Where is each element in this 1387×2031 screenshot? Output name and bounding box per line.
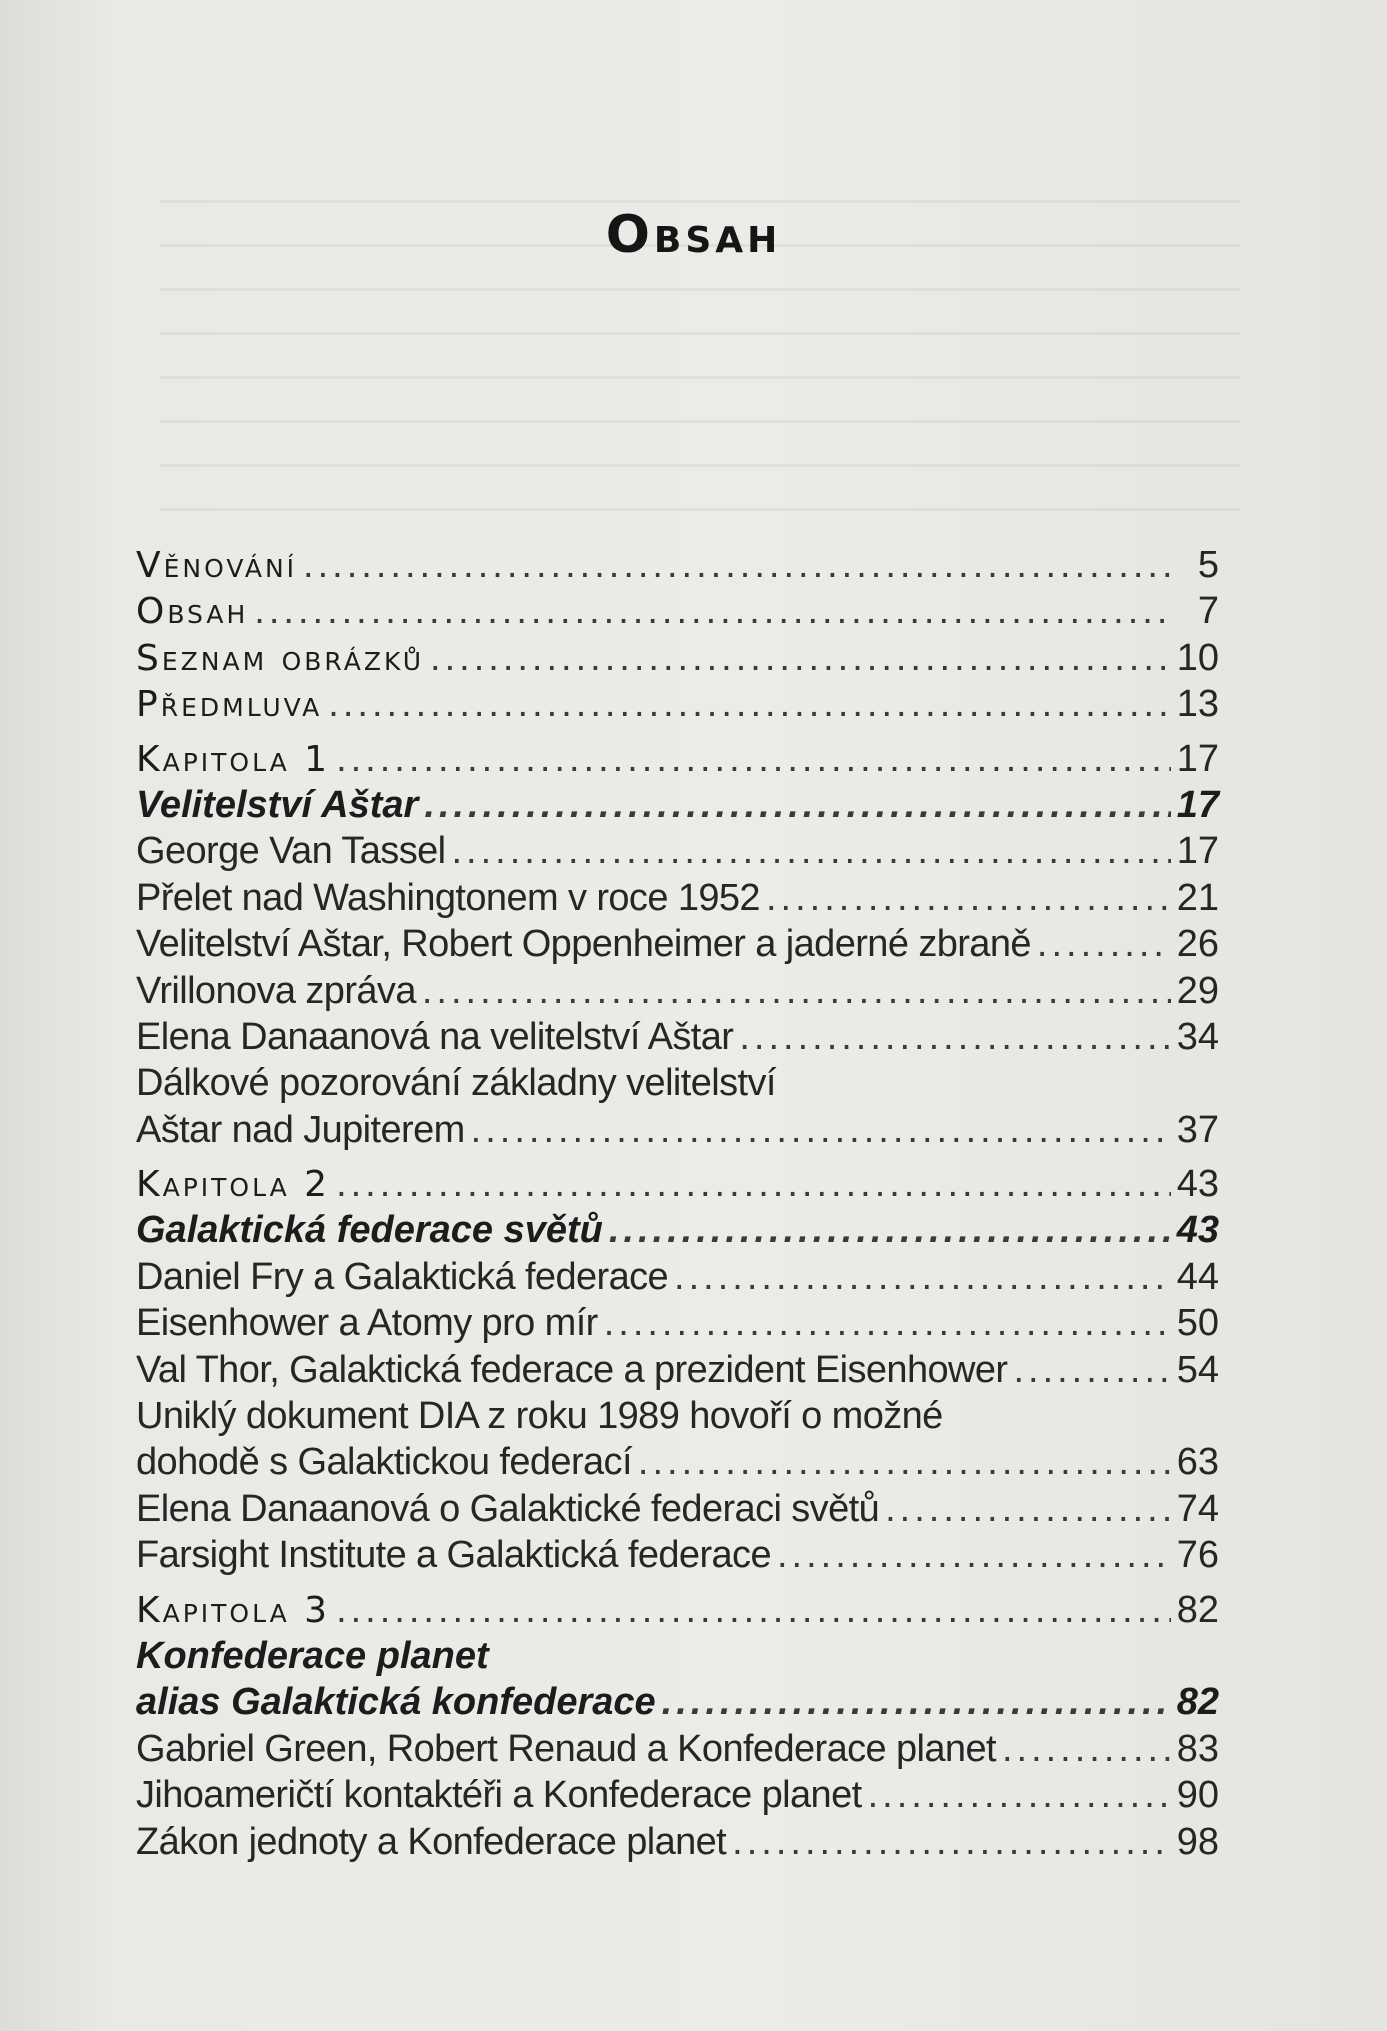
toc-entry-page-number: 13: [1176, 683, 1219, 726]
toc-entry-label: Přelet nad Washingtonem v roce 1952: [136, 876, 760, 919]
dot-leader: [638, 1439, 1171, 1485]
toc-entry-label: dohodě s Galaktickou federací: [136, 1441, 632, 1484]
toc-entry-page-number: 90: [1176, 1774, 1219, 1817]
toc-entry-page-number: 26: [1176, 923, 1219, 966]
toc-entry-page-number: 54: [1176, 1348, 1219, 1391]
toc-entry-page-number: 17: [1176, 737, 1219, 780]
toc-entry-label: alias Galaktická konfederace: [136, 1681, 656, 1724]
toc-entry-label: George Van Tassel: [136, 830, 446, 873]
dot-leader: [336, 1587, 1171, 1633]
toc-entry-section: [136, 588, 1219, 634]
toc-entry-item: [136, 1254, 1219, 1300]
toc-entry-section: [136, 681, 1219, 727]
toc-entry-page-number: 50: [1176, 1302, 1219, 1345]
toc-entry-label: Aštar nad Jupiterem: [136, 1108, 465, 1151]
toc-entry-label: Zákon jednoty a Konfederace planet: [136, 1820, 727, 1863]
dot-leader: [424, 782, 1170, 828]
dot-leader: [471, 1107, 1171, 1153]
toc-entry-item: [136, 1014, 1219, 1060]
dot-leader: [254, 588, 1173, 634]
toc-entry-chapter: [136, 1587, 1219, 1633]
toc-entry-subtitle: [136, 782, 1219, 828]
toc-entry-page-number: 43: [1176, 1209, 1219, 1252]
dot-leader: [868, 1772, 1171, 1818]
dot-leader: [777, 1532, 1171, 1578]
toc-entry-page-number: 43: [1176, 1163, 1219, 1206]
toc-entry-page-number: 10: [1176, 636, 1219, 679]
dot-leader: [303, 542, 1173, 588]
dot-leader: [1002, 1726, 1171, 1772]
dot-leader: [422, 968, 1171, 1014]
toc-entry-item: [136, 1300, 1219, 1346]
toc-entry-item: [136, 1532, 1219, 1578]
toc-entry-label: Farsight Institute a Galaktická federace: [136, 1534, 771, 1577]
toc-entry-item: [136, 828, 1219, 874]
dot-leader: [328, 681, 1170, 727]
toc-entry-subtitle: [136, 1207, 1219, 1253]
toc-entry-page-number: 83: [1176, 1727, 1219, 1770]
toc-entry-item: [136, 1486, 1219, 1532]
toc-entry-label: Věnování: [136, 545, 298, 586]
toc-entry-page-number: 17: [1176, 830, 1219, 873]
toc-entry-label: Galaktická federace světů: [136, 1209, 603, 1252]
toc-entry-label: Předmluva: [136, 684, 323, 726]
toc-entry-page-number: 82: [1176, 1588, 1219, 1631]
toc-entry-label: Velitelství Aštar, Robert Oppenheimer a jaderné zbraně: [136, 923, 1031, 966]
toc-entry-item: [136, 1107, 1219, 1153]
toc-entry-continuation: Dálkové pozorování základny velitelství: [136, 1062, 776, 1105]
toc-entry-label: Gabriel Green, Robert Renaud a Konfederace planet: [136, 1727, 996, 1770]
dot-leader: [674, 1254, 1171, 1300]
toc-entry-label: Eisenhower a Atomy pro mír: [136, 1302, 598, 1345]
toc-entry-page-number: 29: [1176, 969, 1219, 1012]
toc-entry-item: [136, 1726, 1219, 1772]
toc-entry-label: Daniel Fry a Galaktická federace: [136, 1255, 669, 1298]
toc-entry-page-number: 63: [1176, 1441, 1219, 1484]
toc-entry-continuation: Konfederace planet: [136, 1634, 489, 1677]
toc-entry-item: [136, 921, 1219, 967]
page-title: Obsah: [605, 205, 782, 265]
toc-entry-chapter: [136, 736, 1219, 782]
table-of-contents: [136, 542, 1219, 1865]
toc-entry-page-number: 21: [1176, 876, 1219, 919]
toc-entry-page-number: 37: [1176, 1108, 1219, 1151]
toc-entry-label: Obsah: [136, 591, 249, 633]
dot-leader: [609, 1207, 1171, 1253]
toc-entry-subtitle: [136, 1679, 1219, 1725]
dot-leader: [885, 1486, 1171, 1532]
toc-entry-item: [136, 1819, 1219, 1865]
toc-entry-item: [136, 1347, 1219, 1393]
toc-entry-page-number: 44: [1176, 1255, 1219, 1298]
dot-leader: [604, 1300, 1171, 1346]
dot-leader: [336, 1161, 1171, 1207]
dot-leader: [1037, 921, 1171, 967]
toc-entry-continuation: Uniklý dokument DIA z roku 1989 hovoří o možné: [136, 1395, 943, 1438]
toc-entry-page-number: 17: [1176, 783, 1219, 826]
dot-leader: [430, 635, 1171, 681]
toc-entry-chapter: [136, 1161, 1219, 1207]
toc-entry-page-number: 34: [1176, 1015, 1219, 1058]
toc-entry-item: [136, 968, 1219, 1014]
toc-entry-page-number: 5: [1197, 544, 1219, 586]
toc-entry-label: Seznam obrázků: [136, 637, 425, 679]
toc-entry-page-number: 7: [1197, 590, 1219, 633]
toc-entry-page-number: 82: [1176, 1681, 1219, 1724]
toc-entry-label: Elena Danaanová o Galaktické federaci světů: [136, 1487, 880, 1530]
dot-leader: [739, 1014, 1170, 1060]
toc-entry-label: Kapitola 2: [136, 1164, 331, 1206]
toc-entry-label: Velitelství Aštar: [136, 783, 419, 826]
toc-entry-page-number: 98: [1176, 1820, 1219, 1863]
dot-leader: [732, 1819, 1171, 1865]
toc-entry-label: Kapitola 3: [136, 1589, 331, 1631]
toc-entry-label: Val Thor, Galaktická federace a prezident Eisenhower: [136, 1348, 1008, 1391]
toc-entry-page-number: 76: [1176, 1534, 1219, 1577]
toc-entry-label: Kapitola 1: [136, 738, 331, 780]
toc-entry-section: [136, 542, 1219, 588]
dot-leader: [766, 875, 1171, 921]
toc-entry-label: Elena Danaanová na velitelství Aštar: [136, 1015, 734, 1058]
toc-entry-item: [136, 875, 1219, 921]
toc-entry-item: [136, 1772, 1219, 1818]
dot-leader: [1013, 1347, 1170, 1393]
toc-entry-page-number: 74: [1176, 1487, 1219, 1530]
dot-leader: [336, 736, 1171, 782]
toc-entry-section: [136, 635, 1219, 681]
toc-entry-label: Vrillonova zpráva: [136, 969, 416, 1012]
toc-entry-label: Jihoameričtí kontaktéři a Konfederace planet: [136, 1774, 862, 1817]
toc-entry-item: [136, 1439, 1219, 1485]
dot-leader: [451, 828, 1170, 874]
dot-leader: [662, 1679, 1171, 1725]
